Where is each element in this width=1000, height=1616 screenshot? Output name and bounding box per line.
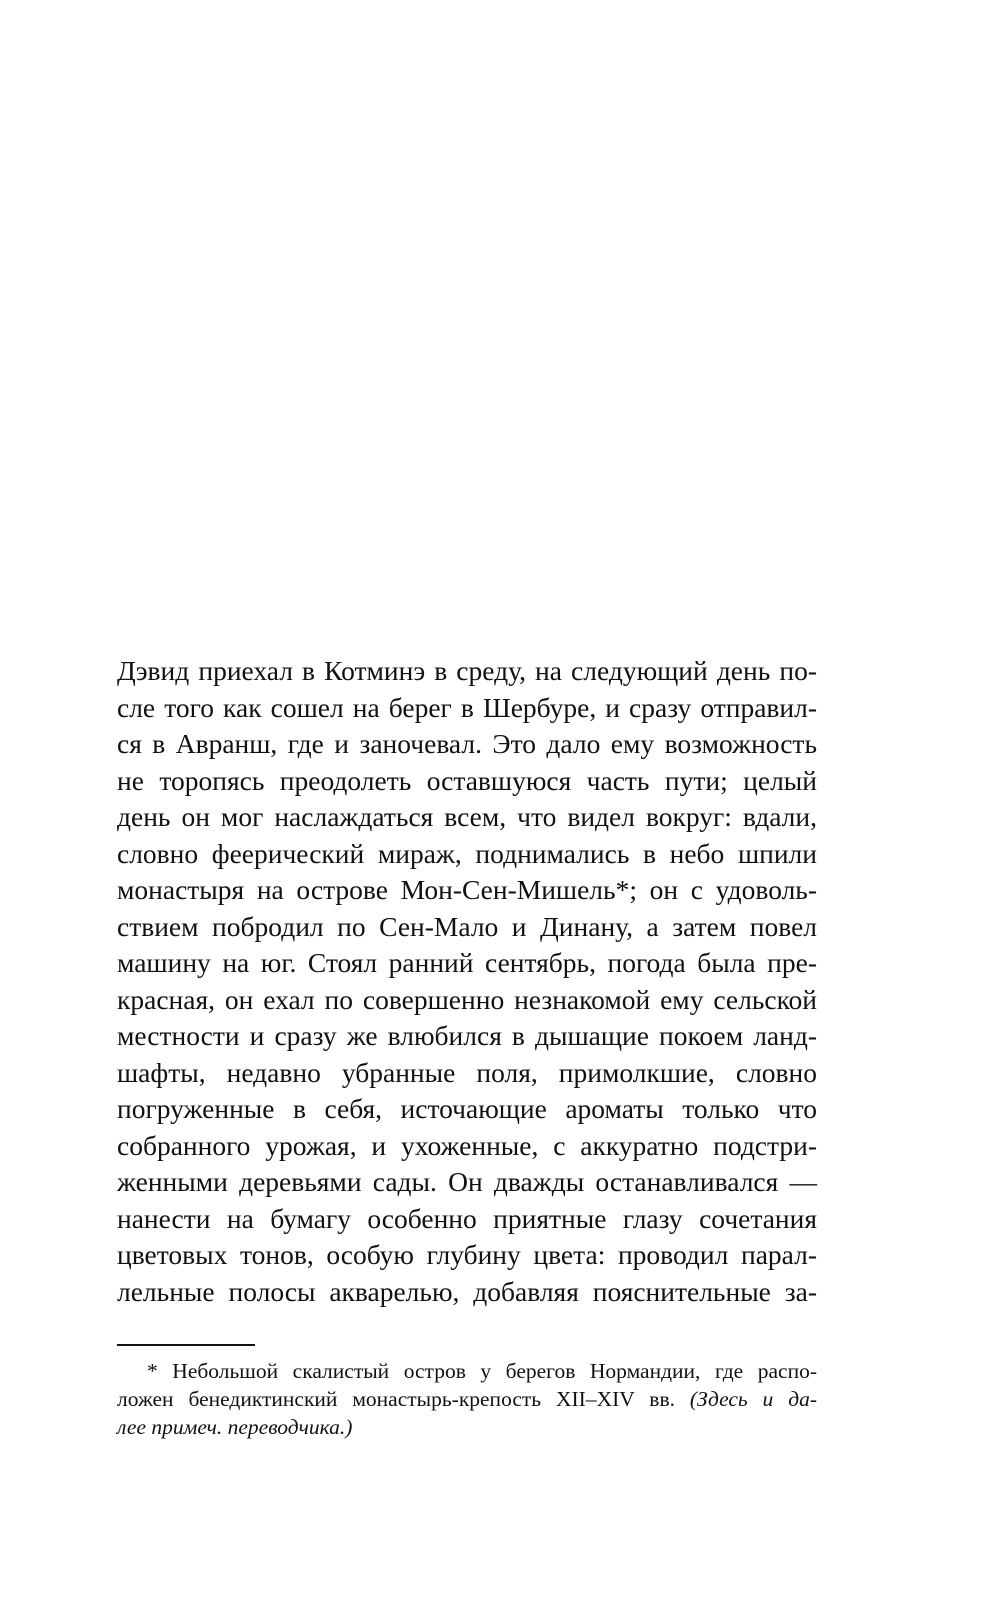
paragraph-line-15: женными деревьями сады. Он дважды останавливался — <box>117 1166 817 1197</box>
paragraph-line-7: монастыря на острове Мон-Сен-Мишель*; он с удоволь- <box>117 874 817 905</box>
footnote-line-2 <box>117 1385 817 1413</box>
paragraph-line-6: словно феерический мираж, поднимались в небо шпили <box>117 837 817 869</box>
paragraph-line-1: Дэвид приехал в Котминэ в среду, на следующий день по- <box>117 655 817 686</box>
paragraph-line-17: цветовых тонов, особую глубину цвета: проводил парал- <box>117 1239 817 1270</box>
paragraph-line-9: машину на юг. Стоял ранний сентябрь, погода была пре- <box>117 947 817 978</box>
paragraph-line-8: ствием побродил по Сен-Мало и Динану, а затем повел <box>117 910 817 942</box>
footnote-line-2-italic: (Здесь и да- <box>689 1387 817 1411</box>
footnote-line-2-text: ложен бенедиктинский монастырь-крепость XII–XIV вв. <box>117 1387 690 1411</box>
paragraph-line-18: лельные полосы акварелью, добавляя пояснительные за- <box>117 1275 817 1307</box>
paragraph-line-12: шафты, недавно убранные поля, примолкшие, словно <box>117 1056 817 1088</box>
paragraph-line-11: местности и сразу же влюбился в дышащие покоем ланд- <box>117 1020 817 1051</box>
paragraph-line-4: не торопясь преодолеть оставшуюся часть пути; целый <box>117 764 817 796</box>
paragraph-line-10: красная, он ехал по совершенно незнакомой ему сельской <box>117 983 817 1015</box>
paragraph-line-2: сле того как сошел на берег в Шербуре, и сразу отправил- <box>117 691 817 723</box>
paragraph-line-3: ся в Авранш, где и заночевал. Это дало ему возможность <box>117 728 817 759</box>
footnote <box>117 1357 817 1441</box>
footnote-line-3: лее примеч. переводчика.) <box>117 1415 353 1439</box>
footnote-separator <box>117 1344 255 1346</box>
main-paragraph <box>117 653 817 1310</box>
paragraph-line-16: нанести на бумагу особенно приятные глазу сочетания <box>117 1202 817 1234</box>
paragraph-line-5: день он мог наслаждаться всем, что видел вокруг: вдали, <box>117 801 817 832</box>
paragraph-line-13: погруженные в себя, источающие ароматы только что <box>117 1093 817 1124</box>
paragraph-line-14: собранного урожая, и ухоженные, с аккуратно подстри- <box>117 1129 817 1161</box>
footnote-line-1: * Небольшой скалистый остров у берегов Нормандии, где распо- <box>147 1359 817 1383</box>
